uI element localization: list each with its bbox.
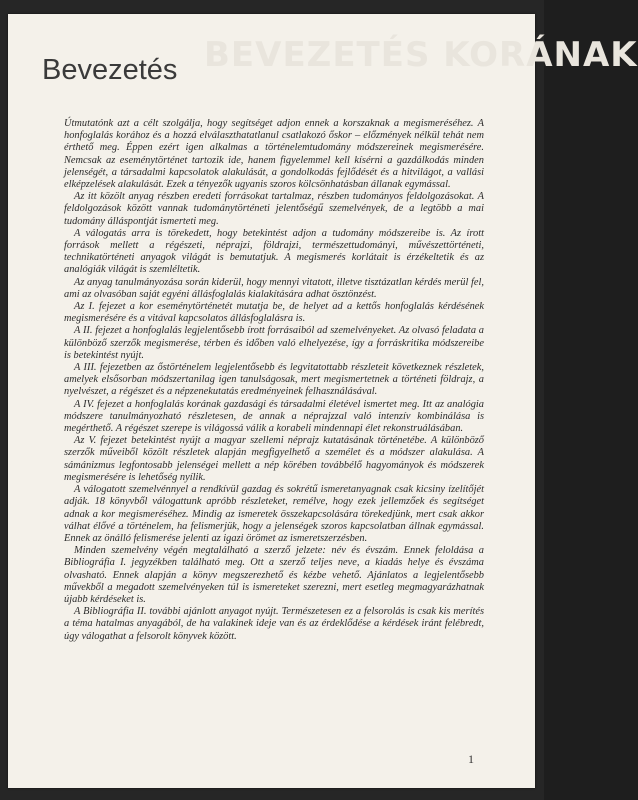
paragraph: A III. fejezetben az őstörténelem legjelentősebb és legvitatottabb részleteit következnek részletek, amelyek elsősorban módszertanilag igen tanulságosak, mert megismertetnek a történeti földrajz, a nyelvészet, a régészet és a népzenekutatás eredményeinek felhasználásával. — [64, 362, 484, 398]
paragraph: Az anyag tanulmányozása során kiderül, hogy mennyi vitatott, illetve tisztázatlan kérdés merül fel, ami az olvasóban saját egyéni állásfoglalás kialakítására adhat ösztönzést. — [64, 276, 484, 300]
paragraph: Az I. fejezet a kor eseménytörténetét mutatja be, de helyet ad a kettős honfoglalás kérdésének megismerésére és a vitával kapcsolatos állásfoglalásra is. — [64, 301, 484, 325]
paragraph: A válogatás arra is törekedett, hogy betekintést adjon a tudomány módszereibe is. Az írott források mellett a régészeti, néprajzi, földrajzi, természettudományi, művészettörténeti, technikatörténeti anyagok világát is bemutatjuk. A megismerés korlátait is érzékeltetik és az analógiák világát is szemléltetik. — [64, 227, 484, 276]
page-number: 1 — [468, 752, 474, 766]
paragraph: A Bibliográfia II. további ajánlott anyagot nyújt. Természetesen ez a felsorolás is csak kis merítés a téma hatalmas anyagából, de ha valakinek ideje van és az érdeklődése a kérdések iránt felébredt, úgy válogathat a felsorolt könyvek között. — [64, 606, 484, 642]
paragraph: A II. fejezet a honfoglalás legjelentősebb írott forrásaiból ad szemelvényeket. Az olvasó feladata a különböző szerzők megismerése, térben és időben való elhelyezése, így a forráskritika módszereibe is betekintést nyújt. — [64, 325, 484, 361]
document-page — [8, 14, 638, 788]
paragraph: Útmutatónk azt a célt szolgálja, hogy segítséget adjon ennek a korszaknak a megismeréséhez. A honfoglalás korához és a hozzá elválaszthatatlanul csatlakozó őskor – előzmények nélkül tehát nem érthető meg. Éppen ezért igen alkalmas a történelemtudomány módszereinek megismerésére. Nemcsak az eseménytörténet tartozik ide, hanem figyelemmel kell kísérni a gazdálkodás minden jelenségét, a társadalmi kapcsolatok alakulását, a gondolkodás fejlődését és a hitvilágot, a vallási elképzelések alakulását. Ezek a tényezők ugyanis szoros kölcsönhatásban állanak egymással. — [64, 118, 484, 191]
paragraph: Minden szemelvény végén megtalálható a szerző jelzete: név és évszám. Ennek feloldása a Bibliográfia I. jegyzékben található meg. Ott a szerző teljes neve, a kiadás helye és évszáma olvasható. Ennek alapján a könyv megszerezhető és kézbe vehető. Ajánlatos a legjelentősebb művekből a megadott szemelvényeken túl is ismereteket szerezni, mert esetleg megmagyarázhatnak újabb kérdéseket is. — [64, 545, 484, 605]
paragraph: Az V. fejezet betekintést nyújt a magyar szellemi néprajz kutatásának történetébe. A különböző szerzők műveiből közölt részletek alapján megfigyelhető a személet és a módszer alakulása. A sámánizmus legfontosabb jelenségei mellett a nép körében továbbélő hagyományok és módszerek megismerésére is lehetőség nyílik. — [64, 435, 484, 483]
page-title: Bevezetés — [42, 54, 178, 86]
show-through-text: BEVEZETÉS KORÁNAK — [204, 35, 638, 75]
body-text — [64, 118, 484, 643]
paragraph: A IV. fejezet a honfoglalás korának gazdasági és társadalmi életével ismertet meg. Itt az analógia módszere tanulmányozható részletesen, de annak a néprajzzal való intenzív kombinálása is megérthető. A régészet szerepe is világossá válik a korabeli mindennapi élet rekonstruálásában. — [64, 398, 484, 435]
paragraph: A válogatott szemelvénnyel a rendkívül gazdag és sokrétű ismeretanyagnak csak kicsiny ízelítőjét adják. 18 könyvből válogattunk apróbb részleteket, remélve, hogy ezek jellemzőek és segítséget adnak a kor megismeréséhez. Mindig az ismeretek összekapcsolására törekedjünk, mert csak akkor válhat élővé a történelem, ha felismerjük, hogy a jelenségek szoros kapcsolatban állnak egymással. Ennek az önálló felismerése jelenti az igazi örömet az ismeretszerzésben. — [64, 484, 484, 544]
paragraph: Az itt közölt anyag részben eredeti forrásokat tartalmaz, részben tudományos feldolgozásokat. A feldolgozások között vannak tudománytörténeti jelentőségű szemelvények, de a legtöbb a mai tudomány álláspontját ismerteti meg. — [64, 191, 484, 227]
